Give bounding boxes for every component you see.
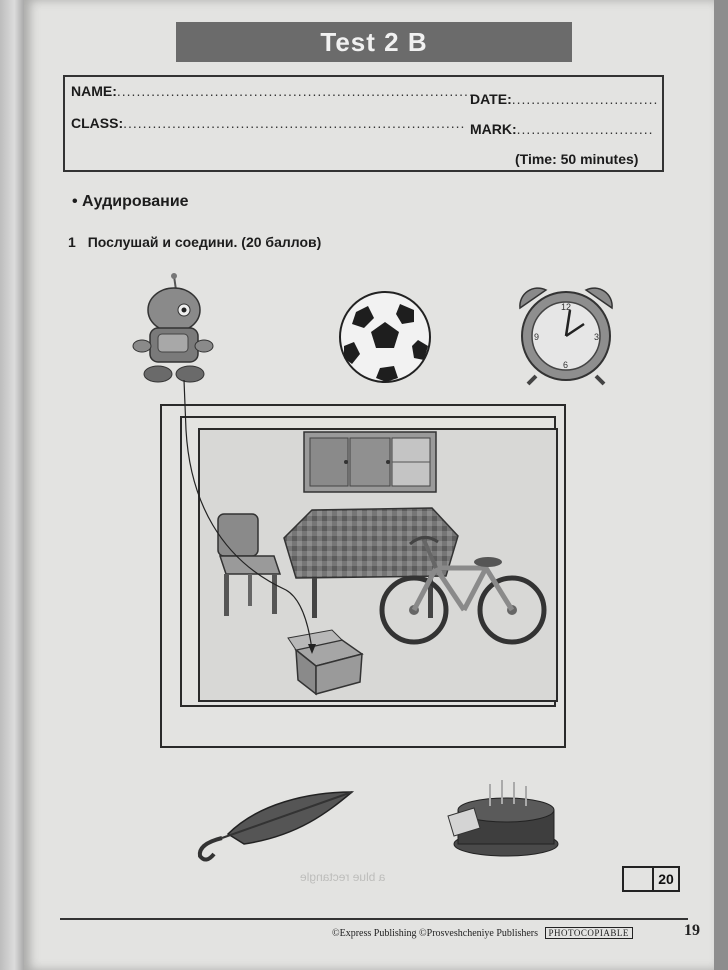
date-dots: .............................. (511, 91, 659, 107)
date-label: DATE: (470, 91, 512, 107)
class-dots: ...................................................................... (123, 115, 466, 131)
umbrella-picture[interactable] (188, 788, 356, 864)
svg-text:3: 3 (594, 332, 600, 342)
footer-publishers (332, 927, 633, 939)
name-dots: ......................................................................... (116, 83, 474, 99)
class-label: CLASS: (71, 115, 124, 131)
score-box[interactable] (622, 866, 680, 892)
max-score: 20 (658, 871, 674, 887)
page-number: 19 (684, 922, 700, 939)
time-note: (Time: 50 minutes) (515, 151, 639, 167)
name-label: NAME: (71, 83, 117, 99)
mark-dots: ............................ (516, 121, 654, 137)
publishers-text: ©Express Publishing ©Prosveshcheniye Publishers (332, 928, 539, 939)
photocopiable-label: PHOTOCOPIABLE (545, 927, 633, 939)
test-title: Test 2 B (176, 22, 572, 62)
score-input-cell[interactable] (624, 868, 654, 890)
task-text: Послушай и соедини. (20 баллов) (87, 234, 322, 250)
svg-text:12: 12 (561, 302, 572, 312)
mark-label: MARK: (470, 121, 517, 137)
birthday-cake-picture[interactable] (444, 770, 562, 858)
svg-text:6: 6 (563, 360, 569, 370)
footer-rule (60, 918, 688, 920)
svg-text:9: 9 (534, 332, 540, 342)
show-through-text: a blue rectangle (300, 870, 386, 884)
task-number: 1 (68, 234, 76, 250)
section-heading: • Аудирование (72, 193, 189, 210)
